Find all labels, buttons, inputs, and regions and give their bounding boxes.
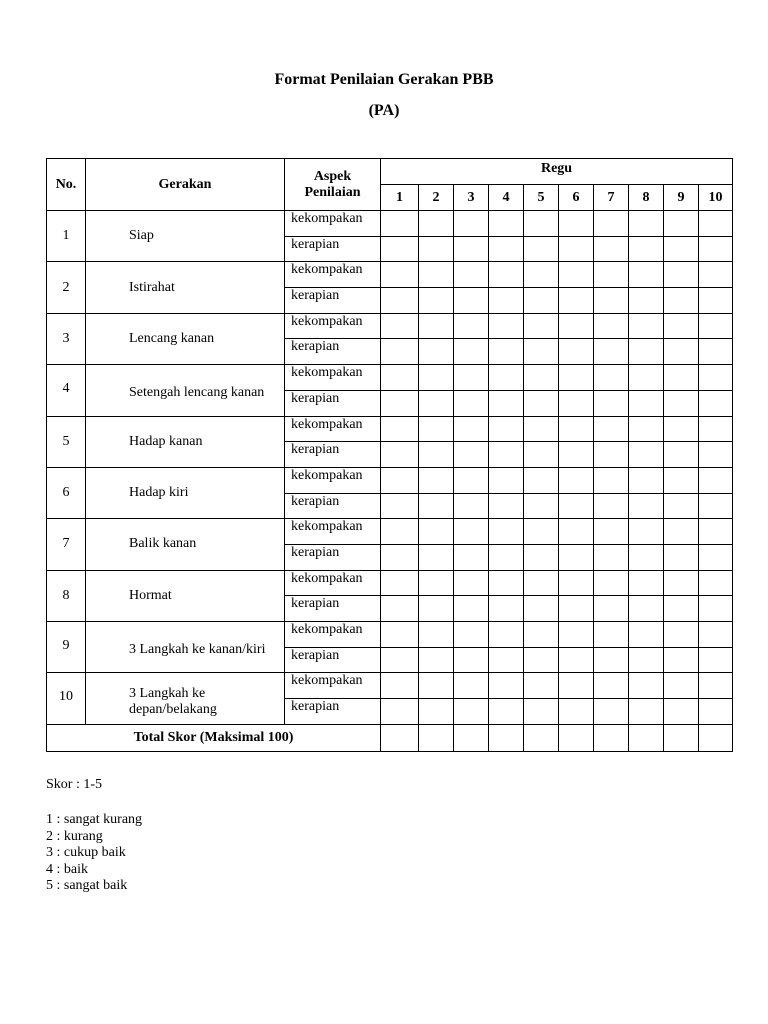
score-cell-regu-1[interactable] bbox=[381, 339, 419, 365]
table-row bbox=[47, 416, 733, 442]
score-cell-regu-8[interactable] bbox=[629, 519, 664, 545]
row-number: 5 bbox=[47, 416, 86, 467]
row-number: 9 bbox=[47, 622, 86, 673]
score-cell-regu-4[interactable] bbox=[489, 699, 524, 725]
score-cell-regu-6[interactable] bbox=[559, 467, 594, 493]
score-cell-regu-10[interactable] bbox=[699, 236, 733, 262]
score-cell-regu-9[interactable] bbox=[664, 544, 699, 570]
score-cell-regu-9[interactable] bbox=[664, 442, 699, 468]
score-cell-regu-1[interactable] bbox=[381, 288, 419, 314]
score-cell-regu-7[interactable] bbox=[594, 339, 629, 365]
score-cell-regu-2[interactable] bbox=[419, 262, 454, 288]
score-scale-item: 3 : cukup baik bbox=[46, 845, 126, 860]
score-cell-regu-10[interactable] bbox=[699, 596, 733, 622]
score-cell-regu-3[interactable] bbox=[454, 313, 489, 339]
score-cell-regu-9[interactable] bbox=[664, 596, 699, 622]
score-cell-regu-5[interactable] bbox=[524, 596, 559, 622]
score-cell-regu-2[interactable] bbox=[419, 493, 454, 519]
header-gerakan: Gerakan bbox=[86, 159, 285, 211]
score-cell-regu-8[interactable] bbox=[629, 699, 664, 725]
score-cell-regu-8[interactable] bbox=[629, 596, 664, 622]
header-regu-9: 9 bbox=[664, 185, 699, 211]
aspect-kerapian: kerapian bbox=[285, 544, 381, 570]
score-cell-regu-9[interactable] bbox=[664, 262, 699, 288]
score-cell-regu-6[interactable] bbox=[559, 699, 594, 725]
score-cell-regu-1[interactable] bbox=[381, 262, 419, 288]
score-cell-regu-10[interactable] bbox=[699, 519, 733, 545]
score-cell-regu-10[interactable] bbox=[699, 211, 733, 237]
row-number: 6 bbox=[47, 467, 86, 518]
score-cell-regu-2[interactable] bbox=[419, 288, 454, 314]
score-cell-regu-9[interactable] bbox=[664, 647, 699, 673]
score-cell-regu-10[interactable] bbox=[699, 365, 733, 391]
score-cell-regu-5[interactable] bbox=[524, 570, 559, 596]
aspect-kekompakan: kekompakan bbox=[285, 570, 381, 596]
score-cell-regu-4[interactable] bbox=[489, 416, 524, 442]
movement-name: Setengah lencang kanan bbox=[86, 365, 285, 416]
score-cell-regu-4[interactable] bbox=[489, 493, 524, 519]
row-number: 3 bbox=[47, 313, 86, 364]
score-cell-regu-9[interactable] bbox=[664, 211, 699, 237]
header-regu-2: 2 bbox=[419, 185, 454, 211]
score-cell-regu-4[interactable] bbox=[489, 647, 524, 673]
score-cell-regu-6[interactable] bbox=[559, 211, 594, 237]
table-row bbox=[47, 313, 733, 339]
score-cell-regu-8[interactable] bbox=[629, 442, 664, 468]
score-cell-regu-9[interactable] bbox=[664, 570, 699, 596]
movement-name: 3 Langkah ke depan/belakang bbox=[86, 673, 285, 724]
movement-name: Balik kanan bbox=[86, 519, 285, 570]
score-cell-regu-6[interactable] bbox=[559, 647, 594, 673]
score-cell-regu-2[interactable] bbox=[419, 211, 454, 237]
score-scale-list bbox=[46, 812, 142, 895]
score-cell-regu-4[interactable] bbox=[489, 544, 524, 570]
score-cell-regu-7[interactable] bbox=[594, 313, 629, 339]
table-row bbox=[47, 673, 733, 699]
score-cell-regu-7[interactable] bbox=[594, 416, 629, 442]
score-cell-regu-7[interactable] bbox=[594, 519, 629, 545]
movement-name: Hormat bbox=[86, 570, 285, 621]
table-row bbox=[47, 365, 733, 391]
header-aspek-line1: Aspek bbox=[313, 168, 352, 184]
score-cell-regu-8[interactable] bbox=[629, 236, 664, 262]
score-cell-regu-1[interactable] bbox=[381, 647, 419, 673]
score-cell-regu-8[interactable] bbox=[629, 467, 664, 493]
row-number: 8 bbox=[47, 570, 86, 621]
score-cell-regu-2[interactable] bbox=[419, 416, 454, 442]
score-cell-regu-3[interactable] bbox=[454, 622, 489, 648]
score-cell-regu-1[interactable] bbox=[381, 390, 419, 416]
score-cell-regu-5[interactable] bbox=[524, 211, 559, 237]
aspect-kekompakan: kekompakan bbox=[285, 519, 381, 545]
score-cell-regu-9[interactable] bbox=[664, 622, 699, 648]
score-cell-regu-5[interactable] bbox=[524, 262, 559, 288]
score-cell-regu-1[interactable] bbox=[381, 236, 419, 262]
score-cell-regu-5[interactable] bbox=[524, 544, 559, 570]
score-scale-item: 5 : sangat baik bbox=[46, 878, 128, 893]
aspect-kekompakan: kekompakan bbox=[285, 211, 381, 237]
score-cell-regu-3[interactable] bbox=[454, 262, 489, 288]
score-cell-regu-1[interactable] bbox=[381, 313, 419, 339]
score-cell-regu-2[interactable] bbox=[419, 699, 454, 725]
score-cell-regu-5[interactable] bbox=[524, 236, 559, 262]
score-cell-regu-7[interactable] bbox=[594, 622, 629, 648]
aspect-kekompakan: kekompakan bbox=[285, 416, 381, 442]
header-regu-10: 10 bbox=[699, 185, 733, 211]
score-cell-regu-7[interactable] bbox=[594, 467, 629, 493]
score-cell-regu-1[interactable] bbox=[381, 442, 419, 468]
score-cell-regu-10[interactable] bbox=[699, 622, 733, 648]
score-cell-regu-3[interactable] bbox=[454, 390, 489, 416]
score-cell-regu-7[interactable] bbox=[594, 699, 629, 725]
score-cell-regu-8[interactable] bbox=[629, 211, 664, 237]
score-cell-regu-6[interactable] bbox=[559, 493, 594, 519]
score-cell-regu-7[interactable] bbox=[594, 544, 629, 570]
score-cell-regu-4[interactable] bbox=[489, 570, 524, 596]
score-cell-regu-3[interactable] bbox=[454, 544, 489, 570]
score-cell-regu-9[interactable] bbox=[664, 339, 699, 365]
score-cell-regu-6[interactable] bbox=[559, 673, 594, 699]
movement-name: Hadap kanan bbox=[86, 416, 285, 467]
score-cell-regu-3[interactable] bbox=[454, 416, 489, 442]
total-row bbox=[47, 724, 733, 751]
score-cell-regu-9[interactable] bbox=[664, 493, 699, 519]
score-cell-regu-7[interactable] bbox=[594, 442, 629, 468]
score-cell-regu-7[interactable] bbox=[594, 211, 629, 237]
score-cell-regu-9[interactable] bbox=[664, 467, 699, 493]
score-cell-regu-4[interactable] bbox=[489, 236, 524, 262]
aspect-kerapian: kerapian bbox=[285, 442, 381, 468]
total-cell-regu-2[interactable] bbox=[419, 724, 454, 751]
score-cell-regu-4[interactable] bbox=[489, 211, 524, 237]
assessment-table bbox=[46, 158, 733, 752]
score-cell-regu-6[interactable] bbox=[559, 622, 594, 648]
aspect-kerapian: kerapian bbox=[285, 288, 381, 314]
score-cell-regu-7[interactable] bbox=[594, 596, 629, 622]
score-cell-regu-8[interactable] bbox=[629, 262, 664, 288]
aspect-kerapian: kerapian bbox=[285, 647, 381, 673]
score-cell-regu-2[interactable] bbox=[419, 313, 454, 339]
score-cell-regu-10[interactable] bbox=[699, 313, 733, 339]
score-cell-regu-8[interactable] bbox=[629, 288, 664, 314]
row-number: 2 bbox=[47, 262, 86, 313]
score-cell-regu-1[interactable] bbox=[381, 365, 419, 391]
aspect-kekompakan: kekompakan bbox=[285, 622, 381, 648]
row-number: 7 bbox=[47, 519, 86, 570]
header-aspek bbox=[285, 159, 381, 211]
header-regu-6: 6 bbox=[559, 185, 594, 211]
header-regu-4: 4 bbox=[489, 185, 524, 211]
score-cell-regu-10[interactable] bbox=[699, 416, 733, 442]
score-cell-regu-2[interactable] bbox=[419, 544, 454, 570]
table-row bbox=[47, 467, 733, 493]
score-cell-regu-1[interactable] bbox=[381, 493, 419, 519]
score-cell-regu-1[interactable] bbox=[381, 622, 419, 648]
score-cell-regu-2[interactable] bbox=[419, 596, 454, 622]
total-cell-regu-10[interactable] bbox=[699, 724, 733, 751]
score-cell-regu-4[interactable] bbox=[489, 390, 524, 416]
header-regu-1: 1 bbox=[381, 185, 419, 211]
score-cell-regu-6[interactable] bbox=[559, 365, 594, 391]
score-cell-regu-2[interactable] bbox=[419, 442, 454, 468]
aspect-kerapian: kerapian bbox=[285, 596, 381, 622]
score-cell-regu-8[interactable] bbox=[629, 622, 664, 648]
aspect-kekompakan: kekompakan bbox=[285, 673, 381, 699]
score-cell-regu-9[interactable] bbox=[664, 365, 699, 391]
score-cell-regu-7[interactable] bbox=[594, 647, 629, 673]
movement-name: Istirahat bbox=[86, 262, 285, 313]
movement-name: 3 Langkah ke kanan/kiri bbox=[86, 622, 285, 673]
score-cell-regu-3[interactable] bbox=[454, 699, 489, 725]
header-regu-7: 7 bbox=[594, 185, 629, 211]
score-cell-regu-8[interactable] bbox=[629, 416, 664, 442]
score-cell-regu-9[interactable] bbox=[664, 699, 699, 725]
score-cell-regu-7[interactable] bbox=[594, 493, 629, 519]
aspect-kekompakan: kekompakan bbox=[285, 467, 381, 493]
score-cell-regu-8[interactable] bbox=[629, 647, 664, 673]
score-cell-regu-5[interactable] bbox=[524, 390, 559, 416]
score-cell-regu-2[interactable] bbox=[419, 622, 454, 648]
score-cell-regu-2[interactable] bbox=[419, 519, 454, 545]
score-cell-regu-9[interactable] bbox=[664, 673, 699, 699]
score-cell-regu-5[interactable] bbox=[524, 416, 559, 442]
score-cell-regu-5[interactable] bbox=[524, 339, 559, 365]
score-cell-regu-8[interactable] bbox=[629, 493, 664, 519]
total-cell-regu-5[interactable] bbox=[524, 724, 559, 751]
score-scale-item: 2 : kurang bbox=[46, 828, 103, 844]
score-cell-regu-7[interactable] bbox=[594, 236, 629, 262]
score-cell-regu-6[interactable] bbox=[559, 570, 594, 596]
score-cell-regu-3[interactable] bbox=[454, 467, 489, 493]
score-cell-regu-5[interactable] bbox=[524, 467, 559, 493]
score-cell-regu-1[interactable] bbox=[381, 519, 419, 545]
score-cell-regu-10[interactable] bbox=[699, 699, 733, 725]
score-cell-regu-1[interactable] bbox=[381, 467, 419, 493]
aspect-kerapian: kerapian bbox=[285, 390, 381, 416]
score-cell-regu-4[interactable] bbox=[489, 596, 524, 622]
score-cell-regu-9[interactable] bbox=[664, 313, 699, 339]
row-number: 1 bbox=[47, 211, 86, 262]
score-cell-regu-9[interactable] bbox=[664, 390, 699, 416]
score-cell-regu-5[interactable] bbox=[524, 647, 559, 673]
score-cell-regu-4[interactable] bbox=[489, 339, 524, 365]
score-cell-regu-10[interactable] bbox=[699, 390, 733, 416]
score-cell-regu-6[interactable] bbox=[559, 442, 594, 468]
score-scale-item: 4 : baik bbox=[46, 861, 88, 877]
score-cell-regu-6[interactable] bbox=[559, 519, 594, 545]
score-cell-regu-6[interactable] bbox=[559, 236, 594, 262]
score-cell-regu-2[interactable] bbox=[419, 236, 454, 262]
score-cell-regu-10[interactable] bbox=[699, 570, 733, 596]
score-cell-regu-1[interactable] bbox=[381, 673, 419, 699]
score-cell-regu-5[interactable] bbox=[524, 442, 559, 468]
score-cell-regu-5[interactable] bbox=[524, 288, 559, 314]
score-cell-regu-4[interactable] bbox=[489, 313, 524, 339]
score-cell-regu-1[interactable] bbox=[381, 596, 419, 622]
movement-name: Hadap kiri bbox=[86, 467, 285, 518]
score-cell-regu-3[interactable] bbox=[454, 647, 489, 673]
score-cell-regu-9[interactable] bbox=[664, 236, 699, 262]
score-cell-regu-2[interactable] bbox=[419, 467, 454, 493]
score-cell-regu-8[interactable] bbox=[629, 339, 664, 365]
score-cell-regu-2[interactable] bbox=[419, 570, 454, 596]
score-cell-regu-9[interactable] bbox=[664, 288, 699, 314]
score-cell-regu-3[interactable] bbox=[454, 493, 489, 519]
score-cell-regu-2[interactable] bbox=[419, 390, 454, 416]
score-cell-regu-4[interactable] bbox=[489, 519, 524, 545]
score-cell-regu-6[interactable] bbox=[559, 288, 594, 314]
total-cell-regu-8[interactable] bbox=[629, 724, 664, 751]
score-cell-regu-7[interactable] bbox=[594, 390, 629, 416]
document-title: Format Penilaian Gerakan PBB bbox=[274, 71, 494, 88]
score-cell-regu-3[interactable] bbox=[454, 339, 489, 365]
total-cell-regu-7[interactable] bbox=[594, 724, 629, 751]
score-cell-regu-7[interactable] bbox=[594, 570, 629, 596]
header-aspek-line2: Penilaian bbox=[304, 184, 361, 200]
score-cell-regu-10[interactable] bbox=[699, 288, 733, 314]
movement-name: Lencang kanan bbox=[86, 313, 285, 364]
aspect-kekompakan: kekompakan bbox=[285, 262, 381, 288]
header-regu-3: 3 bbox=[454, 185, 489, 211]
score-cell-regu-10[interactable] bbox=[699, 647, 733, 673]
total-cell-regu-6[interactable] bbox=[559, 724, 594, 751]
header-regu-5: 5 bbox=[524, 185, 559, 211]
table-row bbox=[47, 262, 733, 288]
score-range-label: Skor : 1-5 bbox=[46, 777, 102, 792]
score-cell-regu-5[interactable] bbox=[524, 622, 559, 648]
score-cell-regu-9[interactable] bbox=[664, 519, 699, 545]
score-cell-regu-4[interactable] bbox=[489, 467, 524, 493]
score-cell-regu-3[interactable] bbox=[454, 519, 489, 545]
total-cell-regu-3[interactable] bbox=[454, 724, 489, 751]
score-cell-regu-10[interactable] bbox=[699, 262, 733, 288]
score-cell-regu-1[interactable] bbox=[381, 211, 419, 237]
score-cell-regu-5[interactable] bbox=[524, 313, 559, 339]
score-cell-regu-6[interactable] bbox=[559, 390, 594, 416]
row-number: 10 bbox=[47, 673, 86, 724]
aspect-kerapian: kerapian bbox=[285, 236, 381, 262]
aspect-kekompakan: kekompakan bbox=[285, 365, 381, 391]
score-cell-regu-6[interactable] bbox=[559, 596, 594, 622]
score-cell-regu-8[interactable] bbox=[629, 313, 664, 339]
score-cell-regu-10[interactable] bbox=[699, 544, 733, 570]
score-cell-regu-1[interactable] bbox=[381, 416, 419, 442]
score-cell-regu-8[interactable] bbox=[629, 544, 664, 570]
table-row bbox=[47, 570, 733, 596]
score-cell-regu-3[interactable] bbox=[454, 236, 489, 262]
score-cell-regu-8[interactable] bbox=[629, 673, 664, 699]
score-cell-regu-5[interactable] bbox=[524, 493, 559, 519]
score-cell-regu-5[interactable] bbox=[524, 519, 559, 545]
score-cell-regu-10[interactable] bbox=[699, 442, 733, 468]
score-cell-regu-4[interactable] bbox=[489, 262, 524, 288]
score-cell-regu-2[interactable] bbox=[419, 647, 454, 673]
score-cell-regu-4[interactable] bbox=[489, 622, 524, 648]
score-cell-regu-7[interactable] bbox=[594, 673, 629, 699]
score-cell-regu-4[interactable] bbox=[489, 365, 524, 391]
score-cell-regu-7[interactable] bbox=[594, 365, 629, 391]
score-cell-regu-6[interactable] bbox=[559, 544, 594, 570]
score-cell-regu-9[interactable] bbox=[664, 416, 699, 442]
score-cell-regu-6[interactable] bbox=[559, 313, 594, 339]
score-cell-regu-3[interactable] bbox=[454, 365, 489, 391]
score-cell-regu-6[interactable] bbox=[559, 416, 594, 442]
score-cell-regu-4[interactable] bbox=[489, 288, 524, 314]
score-cell-regu-1[interactable] bbox=[381, 544, 419, 570]
score-cell-regu-3[interactable] bbox=[454, 211, 489, 237]
table-row bbox=[47, 519, 733, 545]
score-cell-regu-3[interactable] bbox=[454, 673, 489, 699]
score-cell-regu-7[interactable] bbox=[594, 262, 629, 288]
score-cell-regu-6[interactable] bbox=[559, 339, 594, 365]
score-cell-regu-3[interactable] bbox=[454, 596, 489, 622]
score-cell-regu-10[interactable] bbox=[699, 339, 733, 365]
score-cell-regu-4[interactable] bbox=[489, 442, 524, 468]
table-row bbox=[47, 622, 733, 648]
header-regu-8: 8 bbox=[629, 185, 664, 211]
score-cell-regu-6[interactable] bbox=[559, 262, 594, 288]
score-cell-regu-10[interactable] bbox=[699, 467, 733, 493]
aspect-kerapian: kerapian bbox=[285, 699, 381, 725]
total-cell-regu-1[interactable] bbox=[381, 724, 419, 751]
total-cell-regu-4[interactable] bbox=[489, 724, 524, 751]
score-cell-regu-3[interactable] bbox=[454, 442, 489, 468]
score-cell-regu-8[interactable] bbox=[629, 390, 664, 416]
score-cell-regu-3[interactable] bbox=[454, 570, 489, 596]
aspect-kerapian: kerapian bbox=[285, 339, 381, 365]
document-subtitle: (PA) bbox=[368, 102, 400, 119]
score-cell-regu-7[interactable] bbox=[594, 288, 629, 314]
score-cell-regu-10[interactable] bbox=[699, 493, 733, 519]
score-cell-regu-5[interactable] bbox=[524, 365, 559, 391]
movement-name: Siap bbox=[86, 211, 285, 262]
score-cell-regu-3[interactable] bbox=[454, 288, 489, 314]
aspect-kekompakan: kekompakan bbox=[285, 313, 381, 339]
score-cell-regu-10[interactable] bbox=[699, 673, 733, 699]
total-score-label: Total Skor (Maksimal 100) bbox=[47, 724, 381, 751]
header-regu: Regu bbox=[381, 159, 733, 185]
score-cell-regu-1[interactable] bbox=[381, 570, 419, 596]
row-number: 4 bbox=[47, 365, 86, 416]
score-cell-regu-5[interactable] bbox=[524, 699, 559, 725]
score-cell-regu-5[interactable] bbox=[524, 673, 559, 699]
total-cell-regu-9[interactable] bbox=[664, 724, 699, 751]
score-cell-regu-2[interactable] bbox=[419, 365, 454, 391]
score-cell-regu-2[interactable] bbox=[419, 339, 454, 365]
score-scale-item: 1 : sangat kurang bbox=[46, 812, 143, 827]
score-cell-regu-1[interactable] bbox=[381, 699, 419, 725]
score-cell-regu-8[interactable] bbox=[629, 570, 664, 596]
header-no: No. bbox=[47, 159, 86, 211]
aspect-kerapian: kerapian bbox=[285, 493, 381, 519]
table-row bbox=[47, 211, 733, 237]
score-cell-regu-4[interactable] bbox=[489, 673, 524, 699]
score-cell-regu-2[interactable] bbox=[419, 673, 454, 699]
score-cell-regu-8[interactable] bbox=[629, 365, 664, 391]
